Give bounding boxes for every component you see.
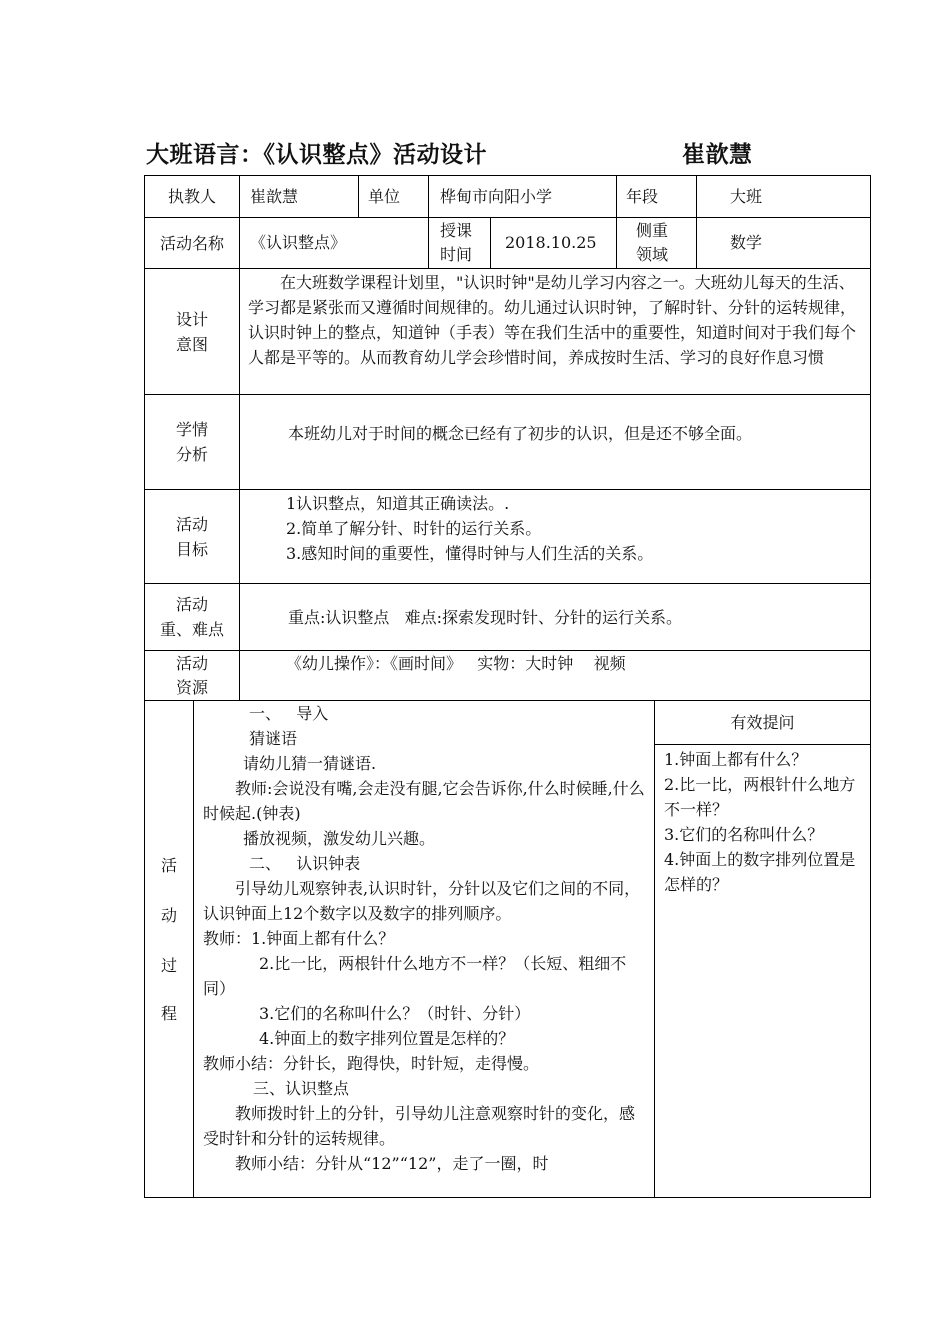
- process-line: 2.比一比，两根针什么地方不一样？（长短、粗细不同）: [203, 954, 627, 998]
- goals-label-line: 活动: [175, 514, 208, 534]
- goal-item: 2.简单了解分针、时针的运行关系。: [286, 519, 542, 538]
- analysis-label-line: 学情: [175, 420, 208, 439]
- goal-item: 3.感知时间的重要性，懂得时钟与人们生活的关系。: [286, 544, 654, 563]
- design-intent-paragraph: 在大班数学课程计划里，"认识时钟"是幼儿学习内容之一。大班幼儿每天的生活、学习都是紧张而又遵循时间规律的。幼儿通过认识时钟，了解时针、分针的运转规律，认识时钟上的整点，知道钟（手表）等在我们生活中的重要性，知道时间对于我们每个人都是平等的。从而教育幼儿学会珍惜时间，养成按时生活、学习的良好作息习惯: [248, 273, 857, 367]
- process-line: 请幼儿猜一猜谜语.: [243, 754, 377, 773]
- table-divider: [144, 583, 871, 584]
- table-divider: [696, 175, 697, 269]
- table-divider: [193, 700, 194, 1198]
- document-title: [146, 136, 753, 169]
- analysis-text: 本班幼儿对于时间的概念已经有了初步的认识，但是还不够全面。: [288, 424, 753, 443]
- grade-value: 大班: [730, 187, 763, 206]
- questions-header: 有效提问: [730, 713, 795, 732]
- question-item: 4.钟面上的数字排列位置是怎样的？: [664, 850, 856, 894]
- table-divider: [144, 489, 871, 490]
- process-line: 教师：1.钟面上都有什么？: [203, 929, 395, 948]
- process-section-heading: 一、 导入: [249, 704, 329, 723]
- questions-list: [664, 747, 864, 1167]
- activity-name-label: 活动名称: [159, 233, 224, 253]
- resources-label: [145, 651, 239, 700]
- process-line: 4.钟面上的数字排列位置是怎样的？: [259, 1029, 515, 1048]
- question-item: 3.它们的名称叫什么？: [664, 825, 824, 844]
- design-intent-label: [145, 269, 239, 394]
- teacher-value: 崔歆慧: [250, 187, 299, 206]
- resources-label-line: 资源: [175, 677, 208, 697]
- unit-value: 桦甸市向阳小学: [440, 187, 553, 206]
- table-border-top: [144, 175, 871, 176]
- focus-area-label-line: 领域: [636, 245, 669, 264]
- process-line: 3.它们的名称叫什么？（时针、分针）: [259, 1004, 531, 1023]
- table-divider: [654, 700, 655, 1198]
- process-section-heading: 三、认识整点: [253, 1079, 350, 1098]
- process-label-char: 动: [161, 906, 178, 925]
- process-content: [203, 701, 649, 1197]
- goals-label-line: 目标: [175, 539, 208, 559]
- table-divider: [144, 217, 871, 218]
- resources-label-line: 活动: [175, 653, 208, 673]
- analysis-label-line: 分析: [175, 445, 208, 464]
- title-author: 崔歆慧: [682, 142, 753, 168]
- table-divider: [428, 175, 429, 269]
- process-line: 播放视频，激发幼儿兴趣。: [243, 829, 436, 848]
- table-divider: [239, 175, 240, 701]
- process-line: 教师拨时针上的分针，引导幼儿注意观察时针的变化，感受时针和分针的运转规律。: [203, 1104, 636, 1148]
- unit-label: 单位: [368, 187, 401, 206]
- keypoints-text: 重点:认识整点 难点:探索发现时针、分针的运行关系。: [288, 608, 683, 627]
- design-intent-label-line: 设计: [175, 309, 208, 329]
- goals-list: [286, 491, 861, 581]
- focus-area-label-line: 侧重: [636, 221, 669, 240]
- table-border-right: [870, 175, 871, 1198]
- analysis-label: [145, 395, 239, 489]
- table-divider: [144, 268, 871, 269]
- grade-label: 年段: [626, 187, 659, 206]
- design-intent-label-line: 意图: [175, 334, 208, 354]
- process-label-char: 程: [161, 1004, 178, 1023]
- table-divider: [358, 175, 359, 218]
- class-time-label-line: 授课: [440, 221, 473, 240]
- class-time-value: 2018.10.25: [505, 233, 597, 252]
- process-section-heading: 二、 认识钟表: [249, 854, 361, 873]
- process-line: 引导幼儿观察钟表,认识时针，分针以及它们之间的不同，认识钟面上12个数字以及数字的排列顺序。: [203, 879, 641, 923]
- table-divider: [654, 744, 871, 745]
- title-main: 大班语言：《认识整点》活动设计: [146, 142, 487, 168]
- focus-area-value: 数学: [730, 233, 763, 252]
- keypoints-label-line: 重、难点: [159, 620, 224, 639]
- table-divider: [144, 394, 871, 395]
- class-time-label: [440, 219, 490, 269]
- process-label-char: 过: [161, 956, 178, 975]
- goal-item: 1认识整点，知道其正确读法。.: [286, 494, 510, 513]
- keypoints-label-line: 活动: [175, 595, 208, 614]
- table-divider: [490, 217, 491, 269]
- design-intent-text: [248, 270, 862, 394]
- keypoints-label: [145, 584, 239, 650]
- teacher-label: 执教人: [167, 187, 216, 206]
- process-line: 猜谜语: [249, 729, 298, 748]
- process-line: 教师小结：分针从“12”“12”，走了一圈，时: [235, 1154, 549, 1173]
- table-divider: [616, 175, 617, 269]
- activity-name-value: 《认识整点》: [250, 233, 347, 252]
- question-item: 1.钟面上都有什么？: [664, 750, 808, 769]
- question-item: 2.比一比，两根针什么地方不一样？: [664, 775, 856, 819]
- process-line: 教师:会说没有嘴,会走没有腿,它会告诉你,什么时候睡,什么时候起.(钟表): [203, 779, 645, 823]
- goals-label: [145, 490, 239, 583]
- class-time-label-line: 时间: [440, 245, 473, 264]
- focus-area-label: [636, 219, 696, 269]
- process-label-char: 活: [161, 856, 178, 875]
- process-label: [145, 701, 193, 1197]
- table-border-bottom: [144, 1197, 871, 1198]
- resources-text: 《幼儿操作》：《画时间》 实物：大时钟 视频: [286, 654, 626, 673]
- process-line: 教师小结：分针长，跑得快，时针短，走得慢。: [203, 1054, 540, 1073]
